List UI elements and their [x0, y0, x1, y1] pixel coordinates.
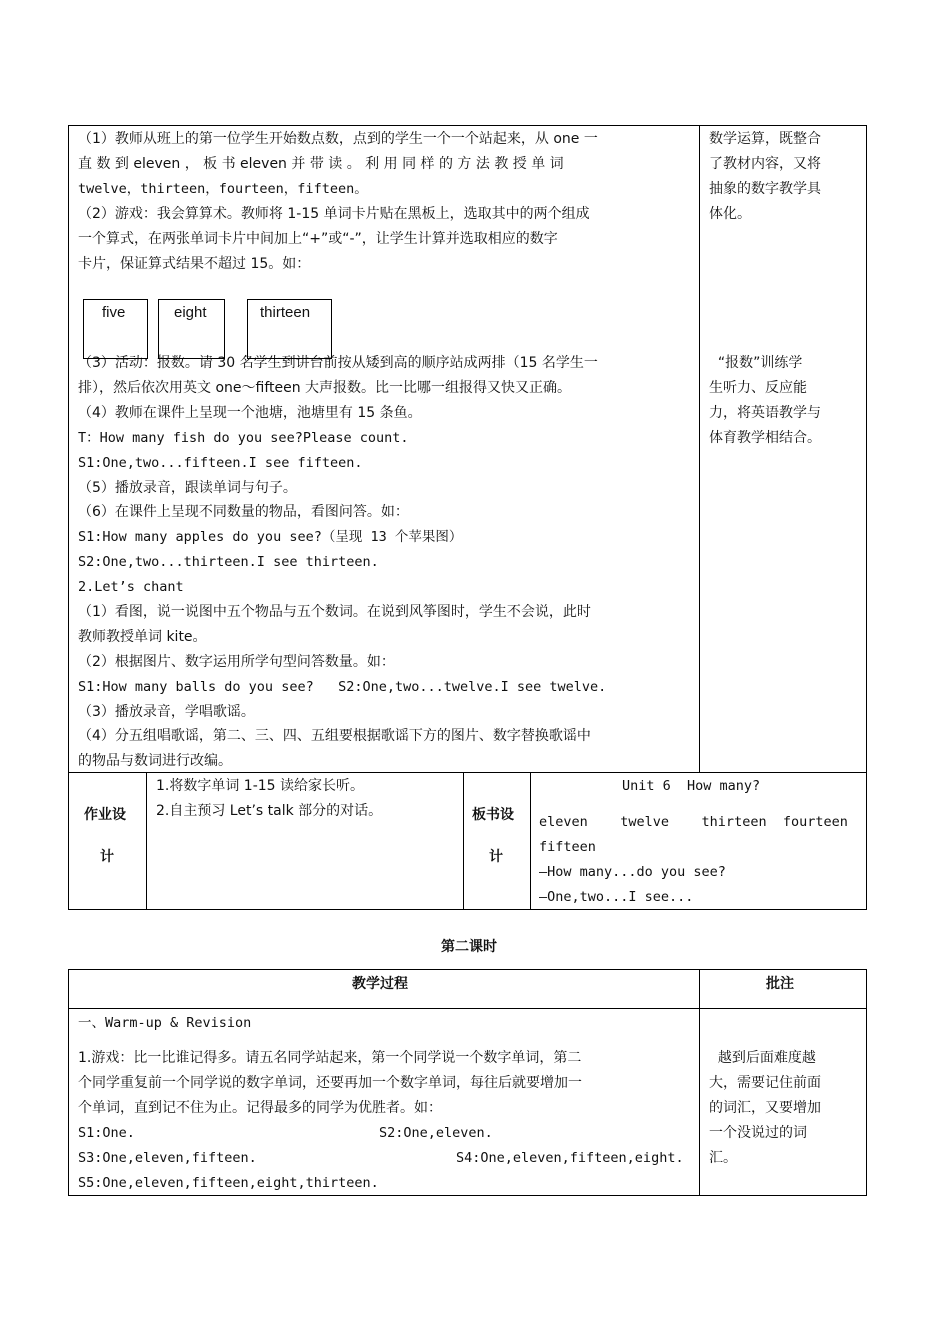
homework-item: 1.将数字单词 1-15 读给家长听。	[156, 778, 365, 794]
process-line: S1:How many balls do you see? S2:One,two...twelve.I see twelve.	[78, 679, 607, 695]
body-line: 1.游戏：比一比谁记得多。请五名同学站起来，第一个同学说一个数字单词，第二	[78, 1050, 582, 1066]
dialog-s2: S2:One,eleven.	[379, 1125, 493, 1141]
homework-label: 计	[100, 849, 114, 865]
process-line: （5）播放录音，跟读单词与句子。	[78, 480, 297, 496]
header-note: 批注	[766, 976, 794, 992]
board-line: —How many...do you see?	[539, 864, 726, 880]
dialog-s4: S4:One,eleven,fifteen,eight.	[456, 1150, 684, 1166]
process-line: S2:One,two...thirteen.I see thirteen.	[78, 554, 379, 570]
word-card-label: thirteen	[260, 304, 311, 321]
note-line: 体育教学相结合。	[709, 430, 821, 446]
board-label: 计	[489, 849, 503, 865]
process-line: （2）游戏：我会算算术。教师将 1-15 单词卡片贴在黑板上，选取其中的两个组成	[78, 206, 590, 222]
process-line: （4）教师在课件上呈现一个池塘，池塘里有 15 条鱼。	[78, 405, 422, 421]
note-line: 一个没说过的词	[709, 1125, 807, 1141]
board-line: fifteen	[539, 839, 596, 855]
note-line: 数学运算，既整合	[709, 131, 821, 147]
process-line: S1:One,two...fifteen.I see fifteen.	[78, 455, 363, 471]
dialog-s1: S1:One.	[78, 1125, 135, 1141]
process-line: （2）根据图片、数字运用所学句型问答数量。如：	[78, 654, 395, 670]
process-line: S1:How many apples do you see?（呈现 13 个苹果图）	[78, 529, 463, 545]
section-title: 第二课时	[441, 939, 497, 955]
note-line: “报数”训练学	[709, 355, 803, 371]
process-line: 2.Let’s chant	[78, 579, 184, 595]
note-line: 越到后面难度越	[709, 1050, 816, 1066]
note-line: 的词汇，又要增加	[709, 1100, 821, 1116]
note-line: 体化。	[709, 206, 751, 222]
note-line: 汇。	[709, 1150, 737, 1166]
process-line: twelve，thirteen，fourteen，fifteen。	[78, 181, 368, 197]
process-line: 卡片，保证算式结果不超过 15。如：	[78, 256, 311, 272]
note-line: 力，将英语教学与	[709, 405, 821, 421]
process-line: 排），然后依次用英文 one～fifteen 大声报数。比一比哪一组报得又快又正确。	[78, 380, 572, 396]
homework-item: 2.自主预习 Let’s talk 部分的对话。	[156, 803, 383, 819]
word-card-label: eight	[174, 304, 207, 321]
body-line: 个同学重复前一个同学说的数字单词，还要再加一个数字单词，每往后就要增加一	[78, 1075, 582, 1091]
process-line: （3）播放录音，学唱歌谣。	[78, 704, 255, 720]
body-line: 个单词，直到记不住为止。记得最多的同学为优胜者。如：	[78, 1100, 442, 1116]
word-card-label: five	[102, 304, 126, 321]
process-line: 一个算式，在两张单词卡片中间加上“+”或“-”，让学生计算并选取相应的数字	[78, 231, 558, 247]
board-label: 板书设	[472, 807, 514, 823]
process-line: （6）在课件上呈现不同数量的物品，看图问答。如：	[78, 504, 409, 520]
process-line: T：How many fish do you see?Please count.	[78, 430, 409, 446]
process-line: 教师教授单词 kite。	[78, 629, 207, 645]
board-line: eleven twelve thirteen fourteen	[539, 814, 848, 830]
process-line: 的物品与数词进行改编。	[78, 753, 232, 769]
note-line: 了教材内容，又将	[709, 156, 821, 172]
dialog-s5: S5:One,eleven,fifteen,eight,thirteen.	[78, 1175, 379, 1191]
board-line: —One,two...I see...	[539, 889, 694, 905]
process-line: （1）教师从班上的第一位学生开始数点数，点到的学生一个一个站起来，从 one 一	[78, 131, 598, 147]
process-line: （4）分五组唱歌谣，第二、三、四、五组要根据歌谣下方的图片、数字替换歌谣中	[78, 728, 591, 744]
process-line: 直 数 到 eleven ， 板 书 eleven 并 带 读 。 利 用 同 样 的 方 法 教 授 单 词	[78, 156, 564, 172]
board-title: Unit 6 How many?	[622, 778, 761, 794]
note-line: 抽象的数字教学具	[709, 181, 821, 197]
homework-label: 作业设	[84, 807, 126, 823]
header-process: 教学过程	[352, 976, 408, 992]
dialog-s3: S3:One,eleven,fifteen.	[78, 1150, 257, 1166]
note-line: 大，需要记住前面	[709, 1075, 821, 1091]
process-line: （1）看图，说一说图中五个物品与五个数词。在说到风筝图时，学生不会说，此时	[78, 604, 591, 620]
note-line: 生听力、反应能	[709, 380, 807, 396]
warmup-title: 一、Warm-up & Revision	[78, 1015, 252, 1031]
process-line: （3）活动：报数。请 30 名学生到讲台前按从矮到高的顺序站成两排（15 名学生一	[78, 355, 598, 371]
